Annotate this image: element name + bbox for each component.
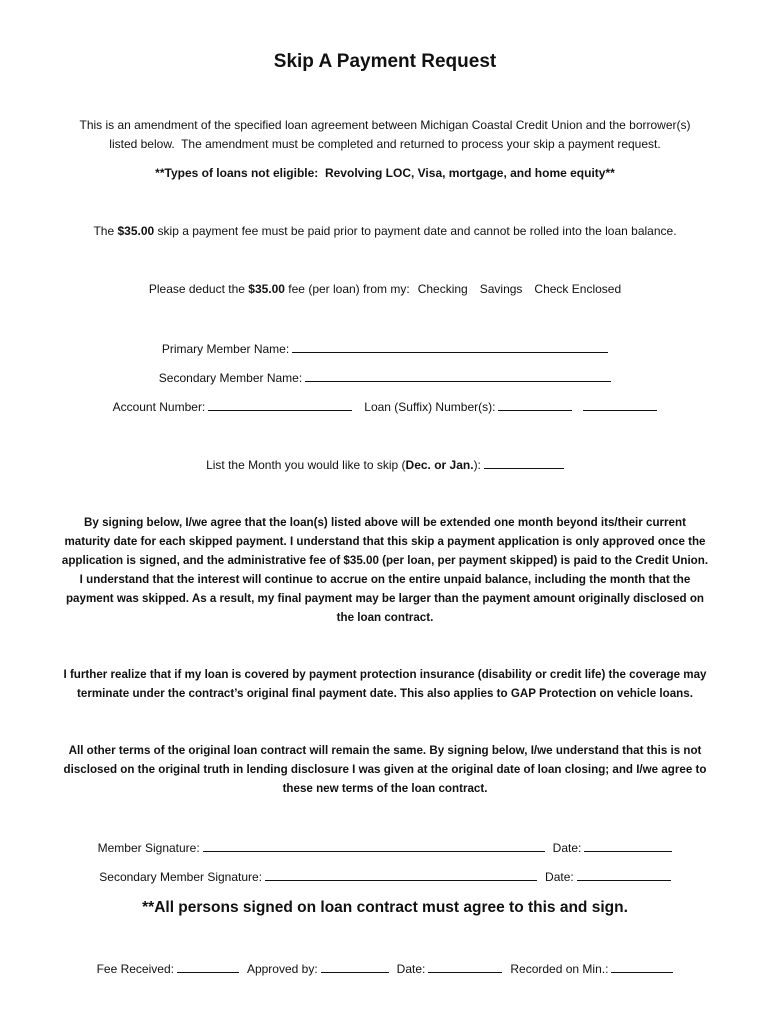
deduct-pre: Please deduct the <box>148 282 249 296</box>
month-bold: Dec. or Jan. <box>405 458 474 472</box>
primary-member-label: Primary Member Name: <box>161 342 290 356</box>
p3-line-2: disclosed on the original truth in lending disclosure I was given at the original date of loan closing; and I/we agree to <box>63 763 707 776</box>
month-row <box>0 456 770 473</box>
loan-suffix-label: Loan (Suffix) Number(s): <box>364 400 496 414</box>
office-date-label: Date: <box>396 962 426 976</box>
page-title: Skip A Payment Request <box>273 51 497 72</box>
office-use-row <box>0 960 770 977</box>
account-loan-row <box>0 398 770 415</box>
secondary-date-label: Date: <box>545 870 574 884</box>
p1-line-1: By signing below, I/we agree that the loan(s) listed above will be extended one month beyond its/their current <box>84 516 686 529</box>
agreement-paragraph-3 <box>40 741 730 798</box>
approved-by-label: Approved by: <box>246 962 318 976</box>
approved-by-field[interactable] <box>321 960 389 973</box>
secondary-member-field[interactable] <box>305 369 611 382</box>
p2-line-2: terminate under the contract’s original final payment date. This also applies to GAP Protection on vehicle loans. <box>77 687 693 700</box>
member-date-field[interactable] <box>584 839 672 852</box>
fee-notice-amount: $35.00 <box>117 224 155 238</box>
intro-line-1: This is an amendment of the specified loan agreement between Michigan Coastal Credit Union and the borrower(s) <box>79 118 691 132</box>
option-check-enclosed[interactable]: Check Enclosed <box>534 282 622 296</box>
fee-notice-post: skip a payment fee must be paid prior to payment date and cannot be rolled into the loan balance. <box>154 224 677 238</box>
deduct-amount: $35.00 <box>248 282 285 296</box>
member-signature-field[interactable] <box>203 839 545 852</box>
secondary-member-label: Secondary Member Name: <box>158 371 303 385</box>
month-pre: List the Month you would like to skip ( <box>206 458 406 472</box>
p1-line-5: payment was skipped. As a result, my final payment may be larger than the payment amount originally disclosed on <box>65 592 705 605</box>
loan-suffix-field-1[interactable] <box>498 398 572 411</box>
month-post: ): <box>473 458 481 472</box>
not-eligible-notice: **Types of loans not eligible: Revolving LOC, Visa, mortgage, and home equity** <box>155 166 615 180</box>
option-savings[interactable]: Savings <box>479 282 523 296</box>
secondary-member-row <box>0 369 770 386</box>
p1-line-4: I understand that the interest will continue to accrue on the entire unpaid balance, including the month that the <box>79 573 691 586</box>
p1-line-3: application is signed, and the administrative fee of $35.00 (per loan, per payment skipped) is paid to the Credit Union. <box>61 554 709 567</box>
primary-member-row <box>0 340 770 357</box>
p1-line-2: maturity date for each skipped payment. I understand that this skip a payment application is only approved once the <box>64 535 706 548</box>
deduct-post: fee (per loan) from my: <box>284 282 410 296</box>
fee-notice-pre: The <box>93 224 118 238</box>
p3-line-1: All other terms of the original loan contract will remain the same. By signing below, I/we understand that this is not <box>68 744 702 757</box>
all-persons-notice: **All persons signed on loan contract must agree to this and sign. <box>142 899 628 916</box>
agreement-paragraph-2 <box>40 665 730 703</box>
p1-line-6: the loan contract. <box>336 611 434 624</box>
primary-member-field[interactable] <box>292 340 608 353</box>
option-checking[interactable]: Checking <box>417 282 468 296</box>
p3-line-3: these new terms of the loan contract. <box>282 782 488 795</box>
member-date-label: Date: <box>552 841 582 855</box>
secondary-signature-field[interactable] <box>265 868 537 881</box>
member-signature-label: Member Signature: <box>97 841 200 855</box>
account-number-field[interactable] <box>208 398 352 411</box>
recorded-on-field[interactable] <box>611 960 673 973</box>
secondary-signature-row <box>0 868 770 885</box>
account-number-label: Account Number: <box>112 400 206 414</box>
intro-line-2: listed below. The amendment must be completed and returned to process your skip a payment request. <box>109 137 661 151</box>
fee-received-label: Fee Received: <box>96 962 174 976</box>
fee-received-field[interactable] <box>177 960 239 973</box>
office-date-field[interactable] <box>428 960 502 973</box>
member-signature-row <box>0 839 770 856</box>
recorded-on-label: Recorded on Min.: <box>510 962 609 976</box>
secondary-date-field[interactable] <box>577 868 671 881</box>
p2-line-1: I further realize that if my loan is covered by payment protection insurance (disability or credit life) the coverage may <box>63 668 707 681</box>
deduct-line <box>0 281 770 297</box>
agreement-paragraph-1 <box>40 513 730 627</box>
month-field[interactable] <box>484 456 564 469</box>
fee-notice <box>0 223 770 239</box>
loan-suffix-field-2[interactable] <box>583 398 657 411</box>
secondary-signature-label: Secondary Member Signature: <box>99 870 263 884</box>
